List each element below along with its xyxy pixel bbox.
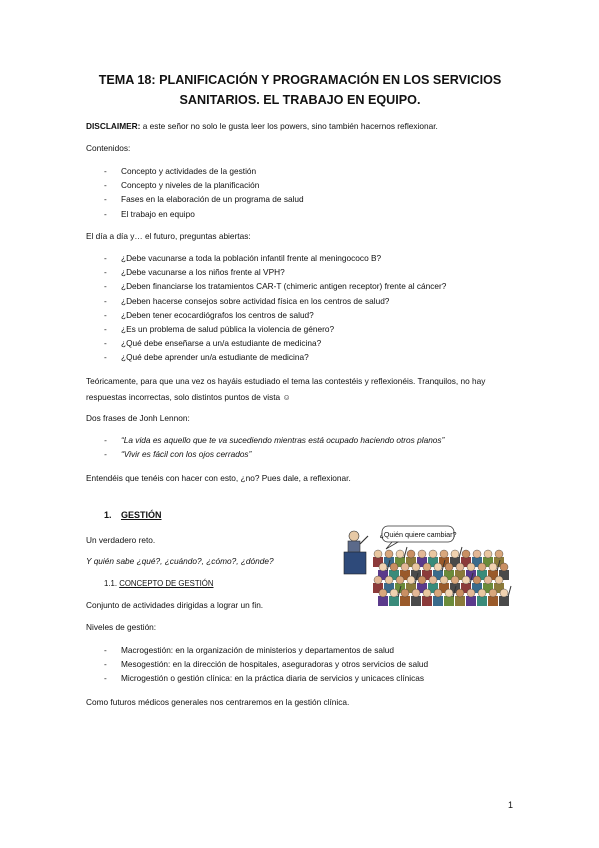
crowd-person-head	[451, 550, 459, 558]
crowd-person-head	[385, 550, 393, 558]
crowd-person-head	[390, 589, 398, 597]
entendeis-paragraph: Entendéis que tenéis con hacer con esto, ¿no? Pues dale, a reflexionar.	[86, 473, 351, 483]
crowd-person-body	[400, 596, 410, 606]
crowd-person-head	[495, 576, 503, 584]
crowd-person-body	[466, 596, 476, 606]
list-item: - ¿Qué debe aprender un/a estudiante de medicina?	[104, 350, 446, 364]
crowd-person-head	[412, 563, 420, 571]
crowd-person-head	[478, 589, 486, 597]
crowd-person-body	[411, 596, 421, 606]
crowd-person-head	[429, 550, 437, 558]
crowd-person-body	[499, 596, 509, 606]
crowd-person-head	[467, 589, 475, 597]
bubble-text: ¿Quién quiere cambiar?	[379, 530, 457, 539]
crowd-person-head	[456, 589, 464, 597]
crowd-person-body	[477, 596, 487, 606]
document-title	[60, 70, 540, 110]
crowd-person-head	[423, 563, 431, 571]
crowd-person-body	[455, 596, 465, 606]
frases-heading: Dos frases de Jonh Lennon:	[86, 413, 190, 423]
crowd-person-body	[488, 596, 498, 606]
conjunto-paragraph: Conjunto de actividades dirigidas a lograr un fin.	[86, 600, 264, 610]
section-number: 1.	[104, 510, 112, 520]
crowd-person-head	[390, 563, 398, 571]
subsection-number: 1.1.	[104, 579, 118, 588]
teoricamente-paragraph: Teóricamente, para que una vez os hayáis estudiado el tema las contestéis y reflexionéis. Tranquilos, no hay respuestas incorrectas, solo distintos puntos de vista ☺	[86, 376, 486, 402]
crowd-person-head	[396, 550, 404, 558]
crowd-person-head	[434, 589, 442, 597]
crowd-person-head	[429, 576, 437, 584]
list-item: - El trabajo en equipo	[104, 207, 304, 221]
crowd-person-body	[389, 596, 399, 606]
crowd-person-head	[478, 563, 486, 571]
list-item: - ¿Deben hacerse consejos sobre actividad física en los centros de salud?	[104, 294, 446, 308]
crowd-person-head	[489, 563, 497, 571]
list-item: - Fases en la elaboración de un programa de salud	[104, 192, 304, 206]
crowd-person-head	[451, 576, 459, 584]
crowd-person-head	[418, 576, 426, 584]
crowd-person-head	[407, 576, 415, 584]
list-item: - Macrogestión: en la organización de ministerios y departamentos de salud	[104, 643, 428, 657]
list-item: - ¿Debe vacunarse a toda la población infantil frente al meningococo B?	[104, 251, 446, 265]
crowd-person-head	[462, 550, 470, 558]
crowd-person-head	[407, 550, 415, 558]
crowd-person-head	[379, 589, 387, 597]
frases-list	[104, 433, 444, 461]
crowd-person-head	[440, 576, 448, 584]
crowd-person-head	[456, 563, 464, 571]
crowd-person-head	[401, 589, 409, 597]
section-heading-gestion	[104, 510, 162, 520]
crowd-cartoon-image	[332, 522, 512, 607]
page-number: 1	[508, 800, 514, 810]
crowd-person-body	[433, 596, 443, 606]
crowd-person-head	[473, 550, 481, 558]
crowd-person-head	[445, 589, 453, 597]
crowd-person-head	[473, 576, 481, 584]
como-paragraph: Como futuros médicos generales nos centraremos en la gestión clínica.	[86, 697, 350, 707]
niveles-list	[104, 643, 428, 686]
crowd-person-body	[422, 596, 432, 606]
disclaimer-paragraph	[86, 121, 438, 132]
crowd-person-head	[374, 550, 382, 558]
list-item: - ¿Qué debe enseñarse a un/a estudiante de medicina?	[104, 336, 446, 350]
quote-item: - “La vida es aquello que te va sucediendo mientras está ocupado haciendo otros planos”	[104, 433, 444, 447]
crowd-person-head	[495, 550, 503, 558]
quote-item: - “Vivir es fácil con los ojos cerrados”	[104, 447, 444, 461]
crowd-person-head	[379, 563, 387, 571]
crowd-person-head	[445, 563, 453, 571]
contenidos-list	[104, 164, 304, 221]
crowd-person-head	[484, 550, 492, 558]
title-line-2: SANITARIOS. EL TRABAJO EN EQUIPO.	[179, 93, 421, 107]
title-line-1: TEMA 18: PLANIFICACIÓN Y PROGRAMACIÓN EN LOS SERVICIOS	[98, 73, 502, 87]
crowd-person-head	[385, 576, 393, 584]
crowd-person-head	[396, 576, 404, 584]
crowd-person-body	[378, 596, 388, 606]
list-item: - ¿Deben tener ecocardiógrafos los centros de salud?	[104, 308, 446, 322]
crowd-person-head	[440, 550, 448, 558]
list-item: - Mesogestión: en la dirección de hospitales, aseguradoras y otros servicios de salud	[104, 657, 428, 671]
list-item: - Concepto y actividades de la gestión	[104, 164, 304, 178]
list-item: - ¿Deben financiarse los tratamientos CAR-T (chimeric antigen receptor) frente al cáncer?	[104, 279, 446, 293]
reto-paragraph: Un verdadero reto.	[86, 535, 156, 545]
list-item: - Microgestión o gestión clínica: en la práctica diaria de servicios y unicaces clínicas	[104, 671, 428, 685]
crowd-person-head	[500, 563, 508, 571]
list-item: - ¿Debe vacunarse a los niños frente al VPH?	[104, 265, 446, 279]
crowd-person-head	[374, 576, 382, 584]
crowd-person-head	[500, 589, 508, 597]
crowd-person-head	[418, 550, 426, 558]
preguntas-list	[104, 251, 446, 365]
preguntas-heading: El día a día y… el futuro, preguntas abiertas:	[86, 231, 251, 241]
section-title: GESTIÓN	[121, 510, 162, 520]
crowd-person-body	[444, 596, 454, 606]
contenidos-heading: Contenidos:	[86, 143, 131, 153]
disclaimer-text: a este señor no solo le gusta leer los powers, sino también hacernos reflexionar.	[140, 121, 438, 131]
quien-paragraph: Y quién sabe ¿qué?, ¿cuándo?, ¿cómo?, ¿dónde?	[86, 556, 274, 566]
crowd-person-head	[467, 563, 475, 571]
crowd-person-head	[401, 563, 409, 571]
subsection-title: CONCEPTO DE GESTIÓN	[119, 579, 214, 588]
list-item: - ¿Es un problema de salud pública la violencia de género?	[104, 322, 446, 336]
crowd-person-head	[423, 589, 431, 597]
niveles-heading: Niveles de gestión:	[86, 622, 157, 632]
list-item: - Concepto y niveles de la planificación	[104, 178, 304, 192]
crowd-person-head	[484, 576, 492, 584]
subsection-heading-concepto	[104, 579, 214, 588]
crowd-person-head	[412, 589, 420, 597]
crowd-person-head	[434, 563, 442, 571]
crowd-person-head	[489, 589, 497, 597]
crowd-person-head	[462, 576, 470, 584]
disclaimer-label: DISCLAIMER:	[86, 121, 141, 131]
